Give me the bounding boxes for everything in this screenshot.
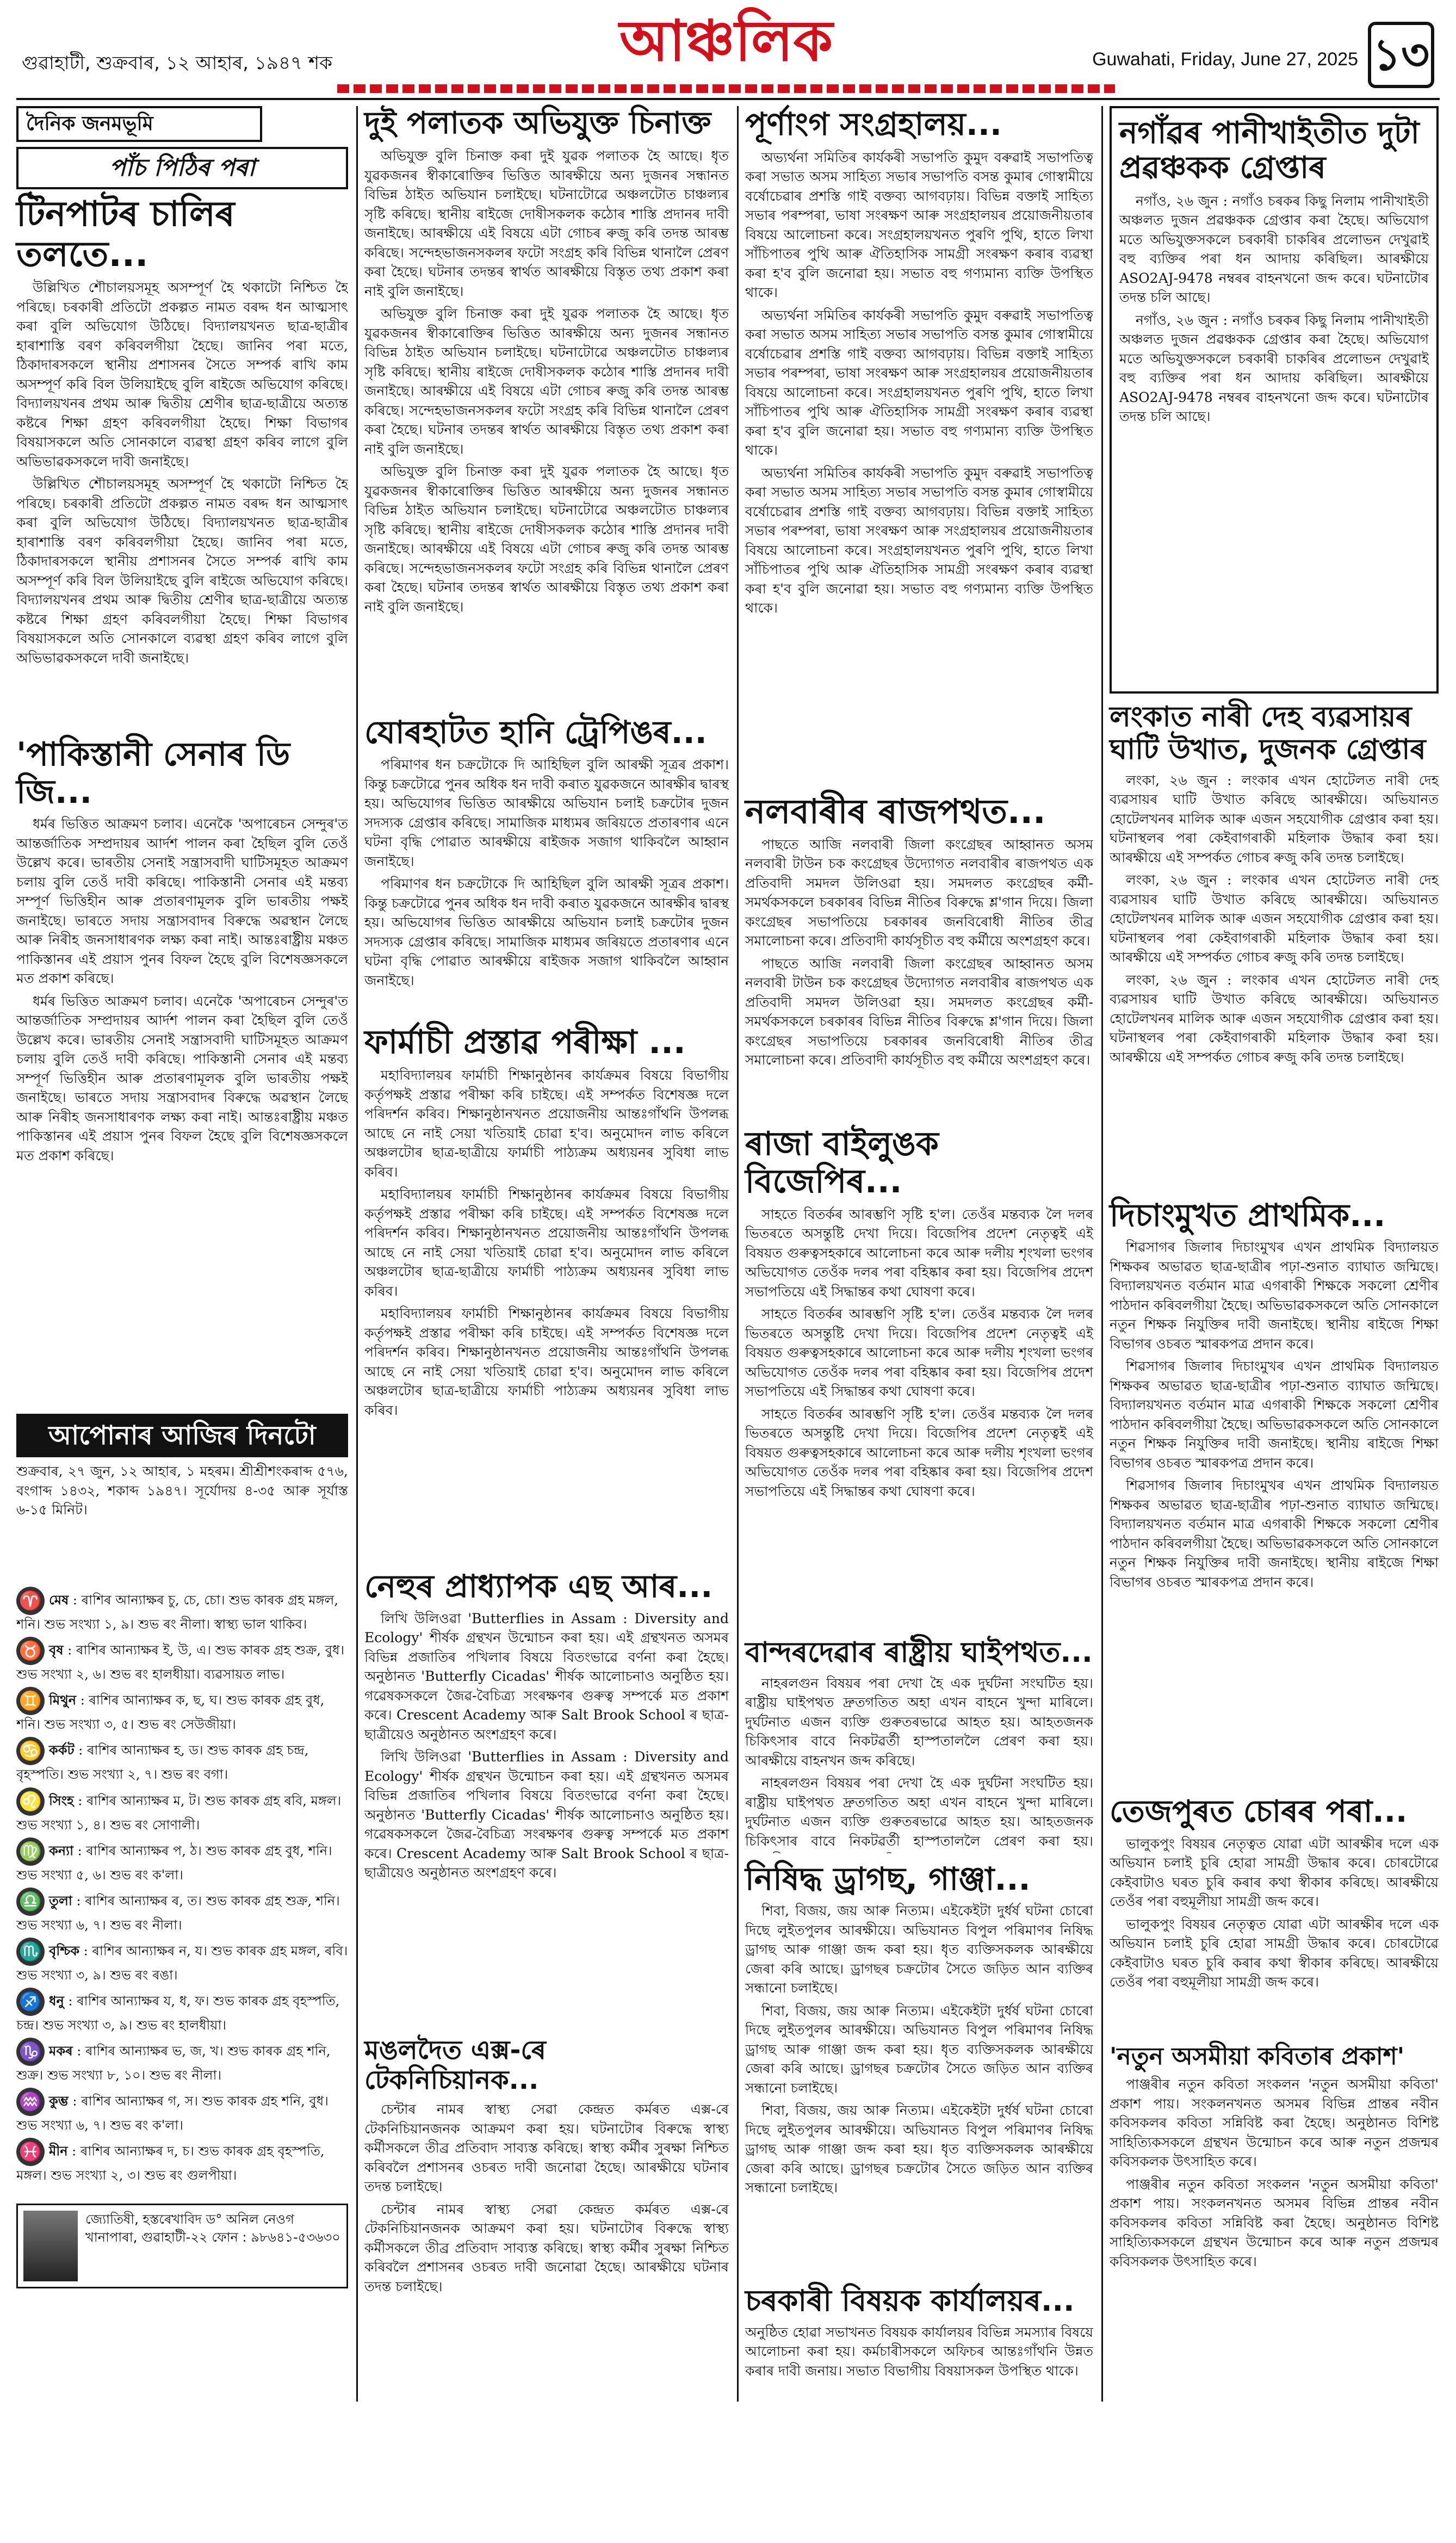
zodiac-sign-name: কৰ্কট bbox=[49, 1742, 75, 1758]
article-body: পৰিমাণৰ ধন চক্ৰটোকে দি আহিছিল বুলি আৰক্ষী সূত্ৰৰ প্ৰকাশ। কিন্তু চক্ৰটোৱে পুনৰ অধিক ধন দাবী কৰাত যুৱকজনে আৰক্ষীৰ দ্বাৰস্থ হয়। অভিযোগৰ ভিত্তিত আৰক্ষীয়ে অভিযান চলাই চক্ৰটোৰ দুজন সদস্যক গ্ৰেপ্তাৰ কৰিছে। সামাজিক মাধ্যমৰ জৰিয়তে প্ৰতাৰণাৰ এনে ঘটনা বৃদ্ধি পোৱাত আৰক্ষীয়ে ৰাইজক সজাগ থাকিবলৈ আহ্বান জনাইছে। পৰিমাণৰ ধন চক্ৰটোকে দি আহিছিল বুলি আৰক্ষী সূত্ৰৰ প্ৰকাশ। কিন্তু চক্ৰটোৱে পুনৰ অধিক ধন দাবী কৰাত যুৱকজনে আৰক্ষীৰ দ্বাৰস্থ হয়। অভিযোগৰ ভিত্তিত আৰক্ষীয়ে অভিযান চলাই চক্ৰটোৰ দুজন সদস্যক গ্ৰেপ্তাৰ কৰিছে। সামাজিক মাধ্যমৰ জৰিয়তে প্ৰতাৰণাৰ এনে ঘটনা বৃদ্ধি পোৱাত আৰক্ষীয়ে ৰাইজক সজাগ থাকিবলৈ আহ্বান জনাইছে। bbox=[364, 757, 729, 988]
article-body: সাহতে বিতৰ্কৰ আৰম্ভণি সৃষ্টি হ'ল। তেওঁৰ মন্তব্যক লৈ দলৰ ভিতৰতে অসন্তুষ্টি দেখা দিয়ে। বিজেপিৰ প্ৰদেশ নেতৃত্বই এই বিষয়ত গুৰুত্বসহকাৰে আলোচনা কৰে আৰু দলীয় শৃংখলা ভংগৰ অভিযোগত তেওঁক দলৰ পৰা বহিষ্কাৰ কৰা হয়। বিজেপিৰ প্ৰদেশ সভাপতিয়ে এই সিদ্ধান্তৰ কথা ঘোষণা কৰে। সাহতে বিতৰ্কৰ আৰম্ভণি সৃষ্টি হ'ল। তেওঁৰ মন্তব্যক লৈ দলৰ ভিতৰতে অসন্তুষ্টি দেখা দিয়ে। বিজেপিৰ প্ৰদেশ নেতৃত্বই এই বিষয়ত গুৰুত্বসহকাৰে আলোচনা কৰে আৰু দলীয় শৃংখলা ভংগৰ অভিযোগত তেওঁক দলৰ পৰা বহিষ্কাৰ কৰা হয়। বিজেপিৰ প্ৰদেশ সভাপতিয়ে এই সিদ্ধান্তৰ কথা ঘোষণা কৰে। সাহতে বিতৰ্কৰ আৰম্ভণি সৃষ্টি হ'ল। তেওঁৰ মন্তব্যক লৈ দলৰ ভিতৰতে অসন্তুষ্টি দেখা দিয়ে। বিজেপিৰ প্ৰদেশ নেতৃত্বই এই বিষয়ত গুৰুত্বসহকাৰে আলোচনা কৰে আৰু দলীয় শৃংখলা ভংগৰ অভিযোগত তেওঁক দলৰ পৰা বহিষ্কাৰ কৰা হয়। বিজেপিৰ প্ৰদেশ সভাপতিয়ে এই সিদ্ধান্তৰ কথা ঘোষণা কৰে। bbox=[745, 1206, 1093, 1499]
page-number: ১৩ bbox=[1368, 22, 1434, 88]
zodiac-sign-icon: ♒ bbox=[16, 2088, 45, 2116]
zodiac-sign-icon: ♑ bbox=[16, 2038, 45, 2066]
zodiac-text: ৰাশিৰ আন্যাক্ষৰ ভ, জ, খ। শুভ কাৰক গ্ৰহ শনি, শুক্ৰ। শুভ সংখ্যা ৮, ১০। শুভ ৰং নীলা। bbox=[16, 2043, 331, 2083]
article-title: যোৰহাটত হানি ট্ৰেপিঙৰ... bbox=[364, 714, 707, 751]
zodiac-sign-name: কুম্ভ bbox=[49, 2093, 69, 2109]
zodiac-sign-icon: ♓ bbox=[16, 2138, 45, 2166]
separator: : bbox=[72, 2043, 85, 2059]
zodiac-text: ৰাশিৰ আন্যাক্ষৰ গ, স। শুভ কাৰক গ্ৰহ শনি, বুধ। শুভ সংখ্যা ৬, ৭। শুভ ৰং ক'লা। bbox=[16, 2093, 329, 2133]
newspaper-logo: আঞ্চলিক bbox=[619, 8, 833, 74]
zodiac-text: ৰাশিৰ আন্যাক্ষৰ হ, ড। শুভ কাৰক গ্ৰহ চন্দ্ৰ, বৃহস্পতি। শুভ সংখ্যা ২, ৭। শুভ ৰং বগা। bbox=[16, 1742, 309, 1783]
article-title: 'নতুন অসমীয়া কবিতাৰ প্ৰকাশ' bbox=[1110, 2042, 1405, 2070]
article-title: দিচাংমুখত প্ৰাথমিক... bbox=[1110, 1196, 1386, 1234]
astrologer-box bbox=[16, 2204, 348, 2288]
astrologer-photo bbox=[23, 2211, 78, 2281]
column-1 bbox=[16, 147, 348, 2543]
zodiac-sign-icon: ♍ bbox=[16, 1837, 45, 1866]
article-body: লিখি উলিওৱা 'Butterflies in Assam : Diversity and Ecology' শীৰ্ষক গ্ৰন্থখন উন্মোচন কৰা হয়। এই গ্ৰন্থখনত অসমৰ বিভিন্ন প্ৰজাতিৰ পখিলাৰ বিষয়ে বিতংভাৱে বৰ্ণনা কৰা হৈছে। অনুষ্ঠানত 'Butterfly Cicadas' শীৰ্ষক আলোচনাও অনুষ্ঠিত হয়। গৱেষকসকলে জৈৱ-বৈচিত্ৰ্য সংৰক্ষণৰ গুৰুত্ব সম্পৰ্কে মত প্ৰকাশ কৰে। Crescent Academy আৰু Salt Brook School ৰ ছাত্ৰ-ছাত্ৰীয়েও অনুষ্ঠানত অংশগ্ৰহণ কৰে। লিখি উলিওৱা 'Butterflies in Assam : Diversity and Ecology' শীৰ্ষক গ্ৰন্থখন উন্মোচন কৰা হয়। এই গ্ৰন্থখনত অসমৰ বিভিন্ন প্ৰজাতিৰ পখিলাৰ বিষয়ে বিতংভাৱে বৰ্ণনা কৰা হৈছে। অনুষ্ঠানত 'Butterfly Cicadas' শীৰ্ষক আলোচনাও অনুষ্ঠিত হয়। গৱেষকসকলে জৈৱ-বৈচিত্ৰ্য সংৰক্ষণৰ গুৰুত্ব সম্পৰ্কে মত প্ৰকাশ কৰে। Crescent Academy আৰু Salt Brook School ৰ ছাত্ৰ-ছাত্ৰীয়েও অনুষ্ঠানত অংশগ্ৰহণ কৰে। bbox=[364, 1610, 729, 1881]
zodiac-sign-name: বৃশ্চিক bbox=[49, 1942, 80, 1959]
article-body: অভ্যৰ্থনা সমিতিৰ কাৰ্যকৰী সভাপতি কুমুদ বৰুৱাই সভাপতিত্ব কৰা সভাত অসম সাহিত্য সভাৰ সভাপতি বসন্ত কুমাৰ গোস্বামীয়ে বৰ্ষোচেৱাৰ প্ৰশস্তি গাই বক্তব্য আগবঢ়ায়। বিভিন্ন বক্তাই সাহিত্য সভাৰ পৰম্পৰা, ভাষা সংৰক্ষণ আৰু সংগ্ৰহালয়ৰ প্ৰয়োজনীয়তাৰ বিষয়ে আলোচনা কৰে। সংগ্ৰহালয়খনত পুৰণি পুথি, হাতে লিখা সাঁচিপাতৰ পুথি আৰু ঐতিহাসিক সামগ্ৰী সংৰক্ষণ কৰাৰ ব্যৱস্থা কৰা হ'ব বুলি জনোৱা হয়। সভাত বহু গণ্যমান্য ব্যক্তি উপস্থিত থাকে। অভ্যৰ্থনা সমিতিৰ কাৰ্যকৰী সভাপতি কুমুদ বৰুৱাই সভাপতিত্ব কৰা সভাত অসম সাহিত্য সভাৰ সভাপতি বসন্ত কুমাৰ গোস্বামীয়ে বৰ্ষোচেৱাৰ প্ৰশস্তি গাই বক্তব্য আগবঢ়ায়। বিভিন্ন বক্তাই সাহিত্য সভাৰ পৰম্পৰা, ভাষা সংৰক্ষণ আৰু সংগ্ৰহালয়ৰ প্ৰয়োজনীয়তাৰ বিষয়ে আলোচনা কৰে। সংগ্ৰহালয়খনত পুৰণি পুথি, হাতে লিখা সাঁচিপাতৰ পুথি আৰু ঐতিহাসিক সামগ্ৰী সংৰক্ষণ কৰাৰ ব্যৱস্থা কৰা হ'ব বুলি জনোৱা হয়। সভাত বহু গণ্যমান্য ব্যক্তি উপস্থিত থাকে। অভ্যৰ্থনা সমিতিৰ কাৰ্যকৰী সভাপতি কুমুদ বৰুৱাই সভাপতিত্ব কৰা সভাত অসম সাহিত্য সভাৰ সভাপতি বসন্ত কুমাৰ গোস্বামীয়ে বৰ্ষোচেৱাৰ প্ৰশস্তি গাই বক্তব্য আগবঢ়ায়। বিভিন্ন বক্তাই সাহিত্য সভাৰ পৰম্পৰা, ভাষা সংৰক্ষণ আৰু সংগ্ৰহালয়ৰ প্ৰয়োজনীয়তাৰ বিষয়ে আলোচনা কৰে। সংগ্ৰহালয়খনত পুৰণি পুথি, হাতে লিখা সাঁচিপাতৰ পুথি আৰু ঐতিহাসিক সামগ্ৰী সংৰক্ষণ কৰাৰ ব্যৱস্থা কৰা হ'ব বুলি জনোৱা হয়। সভাত বহু গণ্যমান্য ব্যক্তি উপস্থিত থাকে। bbox=[745, 149, 1093, 616]
zodiac-item bbox=[16, 1888, 348, 1934]
zodiac-sign-name: মীন bbox=[49, 2143, 68, 2159]
separator: : bbox=[76, 1692, 89, 1708]
zodiac-item bbox=[16, 1737, 348, 1784]
column-2 bbox=[364, 106, 729, 2361]
column-divider bbox=[737, 106, 739, 2402]
section-header: পাঁচ পিঠিৰ পৰা bbox=[16, 147, 348, 189]
zodiac-sign-name: মিথুন bbox=[49, 1692, 77, 1708]
dateline-right: Guwahati, Friday, June 27, 2025 bbox=[1092, 49, 1358, 70]
article-body: মহাবিদ্যালয়ৰ ফাৰ্মাচী শিক্ষানুষ্ঠানৰ কাৰ্যক্ৰমৰ বিষয়ে বিভাগীয় কৰ্তৃপক্ষই প্ৰস্তাৱ পৰীক্ষা কৰি চাইছে। এই সম্পৰ্কত বিশেষজ্ঞ দলে পৰিদৰ্শন কৰিব। শিক্ষানুষ্ঠানখনত প্ৰয়োজনীয় আন্তঃগাঁথনি উপলব্ধ আছে নে নাই সেয়া খতিয়াই চোৱা হ'ব। অনুমোদন লাভ কৰিলে অঞ্চলটোৰ ছাত্ৰ-ছাত্ৰীয়ে ফাৰ্মাচী পাঠ্যক্ৰম অধ্যয়নৰ সুবিধা লাভ কৰিব। মহাবিদ্যালয়ৰ ফাৰ্মাচী শিক্ষানুষ্ঠানৰ কাৰ্যক্ৰমৰ বিষয়ে বিভাগীয় কৰ্তৃপক্ষই প্ৰস্তাৱ পৰীক্ষা কৰি চাইছে। এই সম্পৰ্কত বিশেষজ্ঞ দলে পৰিদৰ্শন কৰিব। শিক্ষানুষ্ঠানখনত প্ৰয়োজনীয় আন্তঃগাঁথনি উপলব্ধ আছে নে নাই সেয়া খতিয়াই চোৱা হ'ব। অনুমোদন লাভ কৰিলে অঞ্চলটোৰ ছাত্ৰ-ছাত্ৰীয়ে ফাৰ্মাচী পাঠ্যক্ৰম অধ্যয়নৰ সুবিধা লাভ কৰিব। মহাবিদ্যালয়ৰ ফাৰ্মাচী শিক্ষানুষ্ঠানৰ কাৰ্যক্ৰমৰ বিষয়ে বিভাগীয় কৰ্তৃপক্ষই প্ৰস্তাৱ পৰীক্ষা কৰি চাইছে। এই সম্পৰ্কত বিশেষজ্ঞ দলে পৰিদৰ্শন কৰিব। শিক্ষানুষ্ঠানখনত প্ৰয়োজনীয় আন্তঃগাঁথনি উপলব্ধ আছে নে নাই সেয়া খতিয়াই চোৱা হ'ব। অনুমোদন লাভ কৰিলে অঞ্চলটোৰ ছাত্ৰ-ছাত্ৰীয়ে ফাৰ্মাচী পাঠ্যক্ৰম অধ্যয়নৰ সুবিধা লাভ কৰিব। bbox=[364, 1067, 729, 1418]
dateline-left: গুৱাহাটী, শুক্ৰবাৰ, ১২ আহাৰ, ১৯৪৭ শক bbox=[22, 52, 332, 74]
zodiac-sign-icon: ♎ bbox=[16, 1888, 45, 1916]
zodiac-sign-name: ধনু bbox=[49, 1993, 64, 2009]
article-title: টিনপাটৰ চালিৰ তলতে... bbox=[16, 194, 235, 275]
separator: : bbox=[69, 1592, 82, 1608]
separator: : bbox=[73, 1843, 86, 1859]
zodiac-text: ৰাশিৰ আন্যাক্ষৰ প, ঠ। শুভ কাৰক গ্ৰহ বুধ, শনি। শুভ সংখ্যা ৫, ৬। শুভ ৰং ক'লা। bbox=[16, 1843, 332, 1883]
article-title: বান্দৰদেৱাৰ ৰাষ্ট্ৰীয় ঘাইপথত... bbox=[745, 1636, 1093, 1669]
separator: : bbox=[73, 1793, 87, 1808]
article-title: 'পাকিস্তানী সেনাৰ ডি জি... bbox=[16, 735, 290, 812]
zodiac-list bbox=[16, 1587, 348, 2196]
zodiac-text: ৰাশিৰ আন্যাক্ষৰ ৰ, ত। শুভ কাৰক গ্ৰহ শুক্ৰ, শনি। শুভ সংখ্যা ৬, ৭। শুভ ৰং নীলা। bbox=[16, 1893, 340, 1933]
article-title: লংকাত নাৰী দেহ ব্যৱসায়ৰ ঘাটি উখাত, দুজনক গ্ৰেপ্তাৰ bbox=[1110, 701, 1426, 766]
column-3 bbox=[745, 106, 1093, 2431]
article-body: অনুষ্ঠিত হোৱা সভাখনত বিষয়ক কাৰ্যালয়ৰ বিভিন্ন সমস্যাৰ বিষয়ে আলোচনা কৰা হয়। কৰ্মচাৰীসকলে অফিচৰ আন্তঃগাঁথনি উন্নত কৰাৰ দাবী জনায়। সভাত বিভাগীয় বিষয়াসকল উপস্থিত থাকে। bbox=[745, 2324, 1093, 2379]
header-rule bbox=[16, 98, 1440, 100]
zodiac-sign-icon: ♊ bbox=[16, 1687, 45, 1715]
column-4 bbox=[1110, 106, 1439, 2358]
zodiac-sign-icon: ♉ bbox=[16, 1637, 45, 1665]
article-body: চেন্টাৰ নামৰ স্বাস্থ্য সেৱা কেন্দ্ৰত কৰ্মৰত এক্স-ৰে টেকনিচিয়ানজনক আক্ৰমণ কৰা হয়। ঘটনাটোৰ বিৰুদ্ধে স্বাস্থ্য কৰ্মীসকলে তীব্ৰ প্ৰতিবাদ সাব্যস্ত কৰিছে। স্বাস্থ্য কৰ্মীৰ সুৰক্ষা নিশ্চিত কৰিবলৈ প্ৰশাসনৰ ওচৰত দাবী জনোৱা হৈছে। আৰক্ষীয়ে ঘটনাৰ তদন্ত চলাইছে। চেন্টাৰ নামৰ স্বাস্থ্য সেৱা কেন্দ্ৰত কৰ্মৰত এক্স-ৰে টেকনিচিয়ানজনক আক্ৰমণ কৰা হয়। ঘটনাটোৰ বিৰুদ্ধে স্বাস্থ্য কৰ্মীসকলে তীব্ৰ প্ৰতিবাদ সাব্যস্ত কৰিছে। স্বাস্থ্য কৰ্মীৰ সুৰক্ষা নিশ্চিত কৰিবলৈ প্ৰশাসনৰ ওচৰত দাবী জনোৱা হৈছে। আৰক্ষীয়ে ঘটনাৰ তদন্ত চলাইছে। bbox=[364, 2101, 729, 2294]
article-body: ধৰ্মৰ ভিত্তিত আক্ৰমণ চলাব। এনেকৈ 'অপাৰেচন সেন্দুৰ'ত আন্তৰ্জাতিক সম্প্ৰদায়ৰ আৰ্দশ পালন কৰা হৈছিল বুলি তেওঁ উল্লেখ কৰে। ভাৰতীয় সেনাই সন্ত্ৰাসবাদী ঘাটিসমূহত আক্ৰমণ চলায় বুলি তেওঁ দাবী কৰিছে। পাকিস্তানী সেনাৰ এই মন্তব্য সম্পূৰ্ণ ভিত্তিহীন আৰু প্ৰতাৰণামূলক বুলি ভাৰতীয় পক্ষই জনাইছে। ভাৰতে সদায় সন্ত্ৰাসবাদৰ বিৰুদ্ধে অৱস্থান লৈছে আৰু নিৰীহ জনসাধাৰণক লক্ষ্য কৰা নাই। আন্তঃৰাষ্ট্ৰীয় মঞ্চত পাকিস্তানৰ এই প্ৰয়াস পুনৰ বিফল হৈছে বুলি বিশেষজ্ঞসকলে মত প্ৰকাশ কৰিছে। ধৰ্মৰ ভিত্তিত আক্ৰমণ চলাব। এনেকৈ 'অপাৰেচন সেন্দুৰ'ত আন্তৰ্জাতিক সম্প্ৰদায়ৰ আৰ্দশ পালন কৰা হৈছিল বুলি তেওঁ উল্লেখ কৰে। ভাৰতীয় সেনাই সন্ত্ৰাসবাদী ঘাটিসমূহত আক্ৰমণ চলায় বুলি তেওঁ দাবী কৰিছে। পাকিস্তানী সেনাৰ এই মন্তব্য সম্পূৰ্ণ ভিত্তিহীন আৰু প্ৰতাৰণামূলক বুলি ভাৰতীয় পক্ষই জনাইছে। ভাৰতে সদায় সন্ত্ৰাসবাদৰ বিৰুদ্ধে অৱস্থান লৈছে আৰু নিৰীহ জনসাধাৰণক লক্ষ্য কৰা নাই। আন্তঃৰাষ্ট্ৰীয় মঞ্চত পাকিস্তানৰ এই প্ৰয়াস পুনৰ বিফল হৈছে বুলি বিশেষজ্ঞসকলে মত প্ৰকাশ কৰিছে। bbox=[16, 816, 348, 1164]
zodiac-sign-icon: ♈ bbox=[16, 1587, 45, 1615]
separator: : bbox=[68, 2093, 82, 2109]
article-title: ফাৰ্মাচী প্ৰস্তাৱ পৰীক্ষা ... bbox=[364, 1023, 686, 1062]
article-body: উল্লিখিত শৌচালয়সমূহ অসম্পূৰ্ণ হৈ থকাটো নিশ্চিত হৈ পৰিছে। চৰকাৰী প্ৰতিটো প্ৰকল্পত নামত বৰদ্দ ধন আত্মসাৎ কৰা বুলি অভিযোগ উঠিছে। বিদ্যালয়খনত ছাত্ৰ-ছাত্ৰীৰ হাৰাশাস্তি বৰণ কৰিবলগীয়া হৈছে। জানিব পৰা মতে, ঠিকাদাৰসকলে স্থানীয় প্ৰশাসনৰ সৈতে সম্পৰ্ক ৰাখি কাম অসম্পূৰ্ণ কৰি বিল উলিয়াইছে বুলি ৰাইজে অভিযোগ কৰিছে। বিদ্যালয়খনৰ প্ৰথম আৰু দ্বিতীয় শ্ৰেণীৰ ছাত্ৰ-ছাত্ৰীয়ে অত্যন্ত কষ্টৰে শিক্ষা গ্ৰহণ কৰিবলগীয়া হৈছে। শিক্ষা বিভাগৰ বিষয়াসকলে অতি সোনকালে ব্যৱস্থা গ্ৰহণ কৰিব লাগে বুলি অভিভাৱকসকলে দাবী জনাইছে। উল্লিখিত শৌচালয়সমূহ অসম্পূৰ্ণ হৈ থকাটো নিশ্চিত হৈ পৰিছে। চৰকাৰী প্ৰতিটো প্ৰকল্পত নামত বৰদ্দ ধন আত্মসাৎ কৰা বুলি অভিযোগ উঠিছে। বিদ্যালয়খনত ছাত্ৰ-ছাত্ৰীৰ হাৰাশাস্তি বৰণ কৰিবলগীয়া হৈছে। জানিব পৰা মতে, ঠিকাদাৰসকলে স্থানীয় প্ৰশাসনৰ সৈতে সম্পৰ্ক ৰাখি কাম অসম্পূৰ্ণ কৰি বিল উলিয়াইছে বুলি ৰাইজে অভিযোগ কৰিছে। বিদ্যালয়খনৰ প্ৰথম আৰু দ্বিতীয় শ্ৰেণীৰ ছাত্ৰ-ছাত্ৰীয়ে অত্যন্ত কষ্টৰে শিক্ষা গ্ৰহণ কৰিবলগীয়া হৈছে। শিক্ষা বিভাগৰ বিষয়াসকলে অতি সোনকালে ব্যৱস্থা গ্ৰহণ কৰিব লাগে বুলি অভিভাৱকসকলে দাবী জনাইছে। bbox=[16, 280, 348, 666]
zodiac-sign-name: কন্যা bbox=[49, 1842, 74, 1859]
zodiac-item bbox=[16, 1637, 348, 1684]
separator: : bbox=[64, 1993, 77, 2009]
zodiac-text: ৰাশিৰ আন্যাক্ষৰ ক, ছ, ঘ। শুভ কাৰক গ্ৰহ বুধ, শনি। শুভ সংখ্যা ৩, ৫। শুভ ৰং সেউজীয়া। bbox=[16, 1692, 325, 1733]
zodiac-text: ৰাশিৰ আন্যাক্ষৰ য, ধ, ফ। শুভ কাৰক গ্ৰহ বৃহস্পতি, চন্দ্ৰ। শুভ সংখ্যা ৩, ৯। শুভ ৰং হালধীয়া। bbox=[16, 1993, 340, 2033]
article-body: লংকা, ২৬ জুন : লংকাৰ এখন হোটেলত নাৰী দেহ ব্যৱসায়ৰ ঘাটি উখাত কৰিছে আৰক্ষীয়ে। অভিযানত হোটেলখনৰ মালিক আৰু এজন সহযোগীক গ্ৰেপ্তাৰ কৰা হয়। ঘটনাস্থলৰ পৰা কেইবাগৰাকী মহিলাক উদ্ধাৰ কৰা হয়। আৰক্ষীয়ে এই সম্পৰ্কত গোচৰ ৰুজু কৰি তদন্ত চলাইছে। লংকা, ২৬ জুন : লংকাৰ এখন হোটেলত নাৰী দেহ ব্যৱসায়ৰ ঘাটি উখাত কৰিছে আৰক্ষীয়ে। অভিযানত হোটেলখনৰ মালিক আৰু এজন সহযোগীক গ্ৰেপ্তাৰ কৰা হয়। ঘটনাস্থলৰ পৰা কেইবাগৰাকী মহিলাক উদ্ধাৰ কৰা হয়। আৰক্ষীয়ে এই সম্পৰ্কত গোচৰ ৰুজু কৰি তদন্ত চলাইছে। লংকা, ২৬ জুন : লংকাৰ এখন হোটেলত নাৰী দেহ ব্যৱসায়ৰ ঘাটি উখাত কৰিছে আৰক্ষীয়ে। অভিযানত হোটেলখনৰ মালিক আৰু এজন সহযোগীক গ্ৰেপ্তাৰ কৰা হয়। ঘটনাস্থলৰ পৰা কেইবাগৰাকী মহিলাক উদ্ধাৰ কৰা হয়। আৰক্ষীয়ে এই সম্পৰ্কত গোচৰ ৰুজু কৰি তদন্ত চলাইছে। bbox=[1110, 772, 1439, 1065]
article-body: নগাঁও, ২৬ জুন : নগাঁও চৰকৰ কিছু নিলাম পানীখাইতী অঞ্চলত দুজন প্ৰৱঞ্চকক গ্ৰেপ্তাৰ কৰা হৈছে। অভিযোগ মতে অভিযুক্তসকলে চৰকাৰী চাকৰিৰ প্ৰলোভন দেখুৱাই বহু ব্যক্তিৰ পৰা ধন আদায় কৰিছিল। আৰক্ষীয়ে ASO2AJ-9478 নম্বৰৰ বাহনখনো জব্দ কৰে। ঘটনাটোৰ তদন্ত চলি আছে। নগাঁও, ২৬ জুন : নগাঁও চৰকৰ কিছু নিলাম পানীখাইতী অঞ্চলত দুজন প্ৰৱঞ্চকক গ্ৰেপ্তাৰ কৰা হৈছে। অভিযোগ মতে অভিযুক্তসকলে চৰকাৰী চাকৰিৰ প্ৰলোভন দেখুৱাই বহু ব্যক্তিৰ পৰা ধন আদায় কৰিছিল। আৰক্ষীয়ে ASO2AJ-9478 নম্বৰৰ বাহনখনো জব্দ কৰে। ঘটনাটোৰ তদন্ত চলি আছে। bbox=[1119, 193, 1429, 425]
zodiac-sign-name: মকৰ bbox=[49, 2043, 73, 2059]
article-body: শিবা, বিজয়, জয় আৰু নিত্যম। এইকেইটা দুৰ্ধৰ্ষ ঘটনা চোৰো দিছে লুইতপুলৰ আৰক্ষীয়ে। অভিযানত বিপুল পৰিমাণৰ নিষিদ্ধ ড্ৰাগছ আৰু গাঞ্জা জব্দ কৰা হয়। ধৃত ব্যক্তিসকলক আৰক্ষীয়ে জেৰা কৰি আছে। ড্ৰাগছৰ চক্ৰটোৰ সৈতে জড়িত আন ব্যক্তিৰ সন্ধানো চলাইছে। শিবা, বিজয়, জয় আৰু নিত্যম। এইকেইটা দুৰ্ধৰ্ষ ঘটনা চোৰো দিছে লুইতপুলৰ আৰক্ষীয়ে। অভিযানত বিপুল পৰিমাণৰ নিষিদ্ধ ড্ৰাগছ আৰু গাঞ্জা জব্দ কৰা হয়। ধৃত ব্যক্তিসকলক আৰক্ষীয়ে জেৰা কৰি আছে। ড্ৰাগছৰ চক্ৰটোৰ সৈতে জড়িত আন ব্যক্তিৰ সন্ধানো চলাইছে। শিবা, বিজয়, জয় আৰু নিত্যম। এইকেইটা দুৰ্ধৰ্ষ ঘটনা চোৰো দিছে লুইতপুলৰ আৰক্ষীয়ে। অভিযানত বিপুল পৰিমাণৰ নিষিদ্ধ ড্ৰাগছ আৰু গাঞ্জা জব্দ কৰা হয়। ধৃত ব্যক্তিসকলক আৰক্ষীয়ে জেৰা কৰি আছে। ড্ৰাগছৰ চক্ৰটোৰ সৈতে জড়িত আন ব্যক্তিৰ সন্ধানো চলাইছে। bbox=[745, 1903, 1093, 2196]
article-title: পূৰ্ণাংগ সংগ্ৰহালয়... bbox=[745, 106, 1002, 143]
zodiac-sign-name: মেষ bbox=[49, 1592, 69, 1608]
article-title: মঙলদৈত এক্স-ৰে টেকনিচিয়ানক... bbox=[364, 2034, 546, 2095]
article-body: পাঞ্জৰীৰ নতুন কবিতা সংকলন 'নতুন অসমীয়া কবিতা' প্ৰকাশ পায়। সংকলনখনত অসমৰ বিভিন্ন প্ৰান্তৰ নবীন কবিসকলৰ কবিতা সন্নিবিষ্ট কৰা হৈছে। অনুষ্ঠানত বিশিষ্ট সাহিত্যিকসকলে গ্ৰন্থখন উন্মোচন কৰে আৰু নতুন প্ৰজন্মৰ কবিসকলক উৎসাহিত কৰে। পাঞ্জৰীৰ নতুন কবিতা সংকলন 'নতুন অসমীয়া কবিতা' প্ৰকাশ পায়। সংকলনখনত অসমৰ বিভিন্ন প্ৰান্তৰ নবীন কবিসকলৰ কবিতা সন্নিবিষ্ট কৰা হৈছে। অনুষ্ঠানত বিশিষ্ট সাহিত্যিকসকলে গ্ৰন্থখন উন্মোচন কৰে আৰু নতুন প্ৰজন্মৰ কবিসকলক উৎসাহিত কৰে। bbox=[1110, 2076, 1439, 2269]
logo-underline bbox=[337, 84, 1115, 93]
article-title: নগাঁৱৰ পানীখাইতীত দুটা প্ৰৱঞ্চকক গ্ৰেপ্তাৰ bbox=[1119, 115, 1420, 186]
article-title: ৰাজা বাইলুঙক বিজেপিৰ... bbox=[745, 1124, 939, 1201]
separator: : bbox=[74, 1742, 88, 1758]
column-divider bbox=[356, 106, 358, 2402]
boxed-article bbox=[1110, 106, 1439, 694]
article-title: চৰকাৰী বিষয়ক কাৰ্যালয়ৰ... bbox=[745, 2284, 1075, 2318]
zodiac-item bbox=[16, 1988, 348, 2034]
zodiac-sign-name: সিংহ bbox=[49, 1792, 74, 1808]
horoscope-header: আপোনাৰ আজিৰ দিনটো bbox=[16, 1414, 348, 1457]
zodiac-item bbox=[16, 1938, 348, 1984]
article-body: পাছতে আজি নলবাৰী জিলা কংগ্ৰেছৰ আহ্বানত অসম নলবাৰী টাউন চক কংগ্ৰেছৰ উদ্যোগত নলবাৰীৰ ৰাজপথত এক প্ৰতিবাদী সমদল উলিওৱা হয়। সমদলত কংগ্ৰেছৰ কৰ্মী-সমৰ্থকসকলে চৰকাৰৰ বিভিন্ন নীতিৰ বিৰুদ্ধে শ্ল'গান দিয়ে। জিলা কংগ্ৰেছৰ সভাপতিয়ে চৰকাৰৰ জনবিৰোধী নীতিৰ তীব্ৰ সমালোচনা কৰে। প্ৰতিবাদী কাৰ্যসূচীত বহু কৰ্মীয়ে অংশগ্ৰহণ কৰে। পাছতে আজি নলবাৰী জিলা কংগ্ৰেছৰ আহ্বানত অসম নলবাৰী টাউন চক কংগ্ৰেছৰ উদ্যোগত নলবাৰীৰ ৰাজপথত এক প্ৰতিবাদী সমদল উলিওৱা হয়। সমদলত কংগ্ৰেছৰ কৰ্মী-সমৰ্থকসকলে চৰকাৰৰ বিভিন্ন নীতিৰ বিৰুদ্ধে শ্ল'গান দিয়ে। জিলা কংগ্ৰেছৰ সভাপতিয়ে চৰকাৰৰ জনবিৰোধী নীতিৰ তীব্ৰ সমালোচনা কৰে। প্ৰতিবাদী কাৰ্যসূচীত বহু কৰ্মীয়ে অংশগ্ৰহণ কৰে। bbox=[745, 836, 1093, 1068]
article-title: তেজপুৰত চোৰৰ পৰা... bbox=[1110, 1794, 1408, 1830]
astrologer-contact: জ্যোতিষী, হস্তৰেখাবিদ ড° অনিল নেওগ খানাপাৰা, গুৱাহাটী-২২ ফোন : ৯৮৬৪১-৫৩৬৩০ bbox=[85, 2212, 340, 2245]
separator: : bbox=[72, 1893, 85, 1909]
zodiac-sign-name: বৃষ bbox=[49, 1642, 64, 1658]
separator: : bbox=[67, 2143, 80, 2159]
article-body: শিৱসাগৰ জিলাৰ দিচাংমুখৰ এখন প্ৰাথমিক বিদ্যালয়ত শিক্ষকৰ অভাৱত ছাত্ৰ-ছাত্ৰীৰ পঢ়া-শুনাত ব্যাঘাত জন্মিছে। বিদ্যালয়খনত বৰ্তমান মাত্ৰ এগৰাকী শিক্ষকে সকলো শ্ৰেণীৰ পাঠদান কৰিবলগীয়া হৈছে। অভিভাৱকসকলে অতি সোনকালে নতুন শিক্ষক নিযুক্তিৰ দাবী জনাইছে। স্থানীয় ৰাইজে শিক্ষা বিভাগৰ ওচৰত স্মাৰকপত্ৰ প্ৰদান কৰে। শিৱসাগৰ জিলাৰ দিচাংমুখৰ এখন প্ৰাথমিক বিদ্যালয়ত শিক্ষকৰ অভাৱত ছাত্ৰ-ছাত্ৰীৰ পঢ়া-শুনাত ব্যাঘাত জন্মিছে। বিদ্যালয়খনত বৰ্তমান মাত্ৰ এগৰাকী শিক্ষকে সকলো শ্ৰেণীৰ পাঠদান কৰিবলগীয়া হৈছে। অভিভাৱকসকলে অতি সোনকালে নতুন শিক্ষক নিযুক্তিৰ দাবী জনাইছে। স্থানীয় ৰাইজে শিক্ষা বিভাগৰ ওচৰত স্মাৰকপত্ৰ প্ৰদান কৰে। শিৱসাগৰ জিলাৰ দিচাংমুখৰ এখন প্ৰাথমিক বিদ্যালয়ত শিক্ষকৰ অভাৱত ছাত্ৰ-ছাত্ৰীৰ পঢ়া-শুনাত ব্যাঘাত জন্মিছে। বিদ্যালয়খনত বৰ্তমান মাত্ৰ এগৰাকী শিক্ষকে সকলো শ্ৰেণীৰ পাঠদান কৰিবলগীয়া হৈছে। অভিভাৱকসকলে অতি সোনকালে নতুন শিক্ষক নিযুক্তিৰ দাবী জনাইছে। স্থানীয় ৰাইজে শিক্ষা বিভাগৰ ওচৰত স্মাৰকপত্ৰ প্ৰদান কৰে। bbox=[1110, 1239, 1439, 1590]
column-divider bbox=[1101, 106, 1103, 2402]
zodiac-item bbox=[16, 2038, 348, 2084]
zodiac-text: ৰাশিৰ আন্যাক্ষৰ দ, চ। শুভ কাৰক গ্ৰহ বৃহস্পতি, মঙ্গল। শুভ সংখ্যা ২, ৩। শুভ ৰং গুলপীয়া। bbox=[16, 2143, 325, 2183]
zodiac-item bbox=[16, 2138, 348, 2185]
zodiac-text: ৰাশিৰ আন্যাক্ষৰ ন, য। শুভ কাৰক গ্ৰহ মঙ্গল, ৰবি। শুভ সংখ্যা ৩, ৯। শুভ ৰং ৰঙা। bbox=[16, 1943, 348, 1983]
paper-name: দৈনিক জনমভূমি bbox=[16, 106, 262, 142]
separator: : bbox=[79, 1943, 92, 1959]
horoscope-intro: শুক্ৰবাৰ, ২৭ জুন, ১২ আহাৰ, ১ মহৰম। শ্ৰীশ্ৰীশংকৰাব্দ ৫৭৬, বংগাব্দ ১৪৩২, শকাব্দ ১৯৪৭। সূৰ্যোদয় ৪-৩৫ আৰু সূৰ্যাস্ত ৬-১৫ মিনিট। bbox=[16, 1463, 348, 1518]
article-body: অভিযুক্ত বুলি চিনাক্ত কৰা দুই যুৱক পলাতক হৈ আছে। ধৃত যুৱকজনৰ স্বীকাৰোক্তিৰ ভিত্তিত আৰক্ষীয়ে অন্য দুজনৰ সন্ধানত বিভিন্ন ঠাইত অভিযান চলাইছে। ঘটনাটোৱে অঞ্চলটোত চাঞ্চল্যৰ সৃষ্টি কৰিছে। স্থানীয় ৰাইজে দোষীসকলক কঠোৰ শাস্তি প্ৰদানৰ দাবী জনাইছে। আৰক্ষীয়ে এই বিষয়ে এটা গোচৰ ৰুজু কৰি তদন্ত আৰম্ভ কৰিছে। সন্দেহভাজনসকলৰ ফটো সংগ্ৰহ কৰি বিভিন্ন থানালৈ প্ৰেৰণ কৰা হৈছে। ঘটনাৰ তদন্তৰ স্বাৰ্থত আৰক্ষীয়ে বিস্তৃত তথ্য প্ৰকাশ কৰা নাই বুলি জনাইছে। অভিযুক্ত বুলি চিনাক্ত কৰা দুই যুৱক পলাতক হৈ আছে। ধৃত যুৱকজনৰ স্বীকাৰোক্তিৰ ভিত্তিত আৰক্ষীয়ে অন্য দুজনৰ সন্ধানত বিভিন্ন ঠাইত অভিযান চলাইছে। ঘটনাটোৱে অঞ্চলটোত চাঞ্চল্যৰ সৃষ্টি কৰিছে। স্থানীয় ৰাইজে দোষীসকলক কঠোৰ শাস্তি প্ৰদানৰ দাবী জনাইছে। আৰক্ষীয়ে এই বিষয়ে এটা গোচৰ ৰুজু কৰি তদন্ত আৰম্ভ কৰিছে। সন্দেহভাজনসকলৰ ফটো সংগ্ৰহ কৰি বিভিন্ন থানালৈ প্ৰেৰণ কৰা হৈছে। ঘটনাৰ তদন্তৰ স্বাৰ্থত আৰক্ষীয়ে বিস্তৃত তথ্য প্ৰকাশ কৰা নাই বুলি জনাইছে। অভিযুক্ত বুলি চিনাক্ত কৰা দুই যুৱক পলাতক হৈ আছে। ধৃত যুৱকজনৰ স্বীকাৰোক্তিৰ ভিত্তিত আৰক্ষীয়ে অন্য দুজনৰ সন্ধানত বিভিন্ন ঠাইত অভিযান চলাইছে। ঘটনাটোৱে অঞ্চলটোত চাঞ্চল্যৰ সৃষ্টি কৰিছে। স্থানীয় ৰাইজে দোষীসকলক কঠোৰ শাস্তি প্ৰদানৰ দাবী জনাইছে। আৰক্ষীয়ে এই বিষয়ে এটা গোচৰ ৰুজু কৰি তদন্ত আৰম্ভ কৰিছে। সন্দেহভাজনসকলৰ ফটো সংগ্ৰহ কৰি বিভিন্ন থানালৈ প্ৰেৰণ কৰা হৈছে। ঘটনাৰ তদন্তৰ স্বাৰ্থত আৰক্ষীয়ে বিস্তৃত তথ্য প্ৰকাশ কৰা নাই বুলি জনাইছে। bbox=[364, 148, 729, 615]
zodiac-sign-icon: ♌ bbox=[16, 1787, 45, 1816]
zodiac-sign-icon: ♐ bbox=[16, 1988, 45, 2016]
article-body: ভালুকপুং বিষয়ৰ নেতৃত্বত যোৱা এটা আৰক্ষীৰ দলে এক অভিযান চলাই চুৰি হোৱা সামগ্ৰী উদ্ধাৰ কৰে। চোৰটোৱে কেইবাটাও ঘৰত চুৰি কৰাৰ কথা স্বীকাৰ কৰিছে। আৰক্ষীয়ে তেওঁৰ পৰা বহুমূলীয়া সামগ্ৰী জব্দ কৰে। ভালুকপুং বিষয়ৰ নেতৃত্বত যোৱা এটা আৰক্ষীৰ দলে এক অভিযান চলাই চুৰি হোৱা সামগ্ৰী উদ্ধাৰ কৰে। চোৰটোৱে কেইবাটাও ঘৰত চুৰি কৰাৰ কথা স্বীকাৰ কৰিছে। আৰক্ষীয়ে তেওঁৰ পৰা বহুমূলীয়া সামগ্ৰী জব্দ কৰে। bbox=[1110, 1835, 1439, 1990]
zodiac-item bbox=[16, 1687, 348, 1734]
article-title: দুই পলাতক অভিযুক্ত চিনাক্ত bbox=[364, 106, 711, 141]
zodiac-item bbox=[16, 2088, 348, 2134]
zodiac-item bbox=[16, 1837, 348, 1884]
separator: : bbox=[63, 1642, 76, 1658]
zodiac-item bbox=[16, 1787, 348, 1834]
zodiac-text: ৰাশিৰ আন্যাক্ষৰ ই, উ, এ। শুভ কাৰক গ্ৰহ শুক্ৰ, বুধ। শুভ সংখ্যা ২, ৬। শুভ ৰং হালধীয়া। ব্যৱসায়ত লাভ। bbox=[16, 1642, 345, 1682]
article-title: নিষিদ্ধ ড্ৰাগছ, গাঞ্জা... bbox=[745, 1860, 1031, 1897]
zodiac-sign-name: তুলা bbox=[49, 1892, 72, 1909]
article-body: নাহৰলগুন বিষয়ৰ পৰা দেখা হৈ এক দুৰ্ঘটনা সংঘটিত হয়। ৰাষ্ট্ৰীয় ঘাইপথত দ্ৰুতগতিত অহা এখন বাহনে খুন্দা মাৰিলে। দুৰ্ঘটনাত এজন ব্যক্তি গুৰুতৰভাৱে আহত হয়। আহতজনক চিকিৎসাৰ বাবে নিকটৱৰ্তী হাস্পতাললৈ প্ৰেৰণ কৰা হয়। আৰক্ষীয়ে বাহনখন জব্দ কৰিছে। নাহৰলগুন বিষয়ৰ পৰা দেখা হৈ এক দুৰ্ঘটনা সংঘটিত হয়। ৰাষ্ট্ৰীয় ঘাইপথত দ্ৰুতগতিত অহা এখন বাহনে খুন্দা মাৰিলে। দুৰ্ঘটনাত এজন ব্যক্তি গুৰুতৰভাৱে আহত হয়। আহতজনক চিকিৎসাৰ বাবে নিকটৱৰ্তী হাস্পতাললৈ প্ৰেৰণ কৰা হয়। bbox=[745, 1675, 1093, 1849]
zodiac-sign-icon: ♋ bbox=[16, 1737, 45, 1765]
zodiac-text: ৰাশিৰ আন্যাক্ষৰ চু, চে, চো। শুভ কাৰক গ্ৰহ মঙ্গল, শনি। শুভ সংখ্যা ১, ৯। শুভ ৰং নীলা। স্বাস্থ্য ভাল থাকিব। bbox=[16, 1592, 338, 1632]
article-title: নলবাৰীৰ ৰাজপথত... bbox=[745, 791, 1046, 831]
article-title: নেহুৰ প্ৰাধ্যাপক এছ আৰ... bbox=[364, 1568, 713, 1605]
zodiac-item bbox=[16, 1587, 348, 1634]
zodiac-text: ৰাশিৰ আন্যাক্ষৰ ম, ট। শুভ কাৰক গ্ৰহ ৰবি, মঙ্গল। শুভ সংখ্যা ১, ৪। শুভ ৰং সোণালী। bbox=[16, 1793, 342, 1833]
zodiac-sign-icon: ♏ bbox=[16, 1938, 45, 1966]
